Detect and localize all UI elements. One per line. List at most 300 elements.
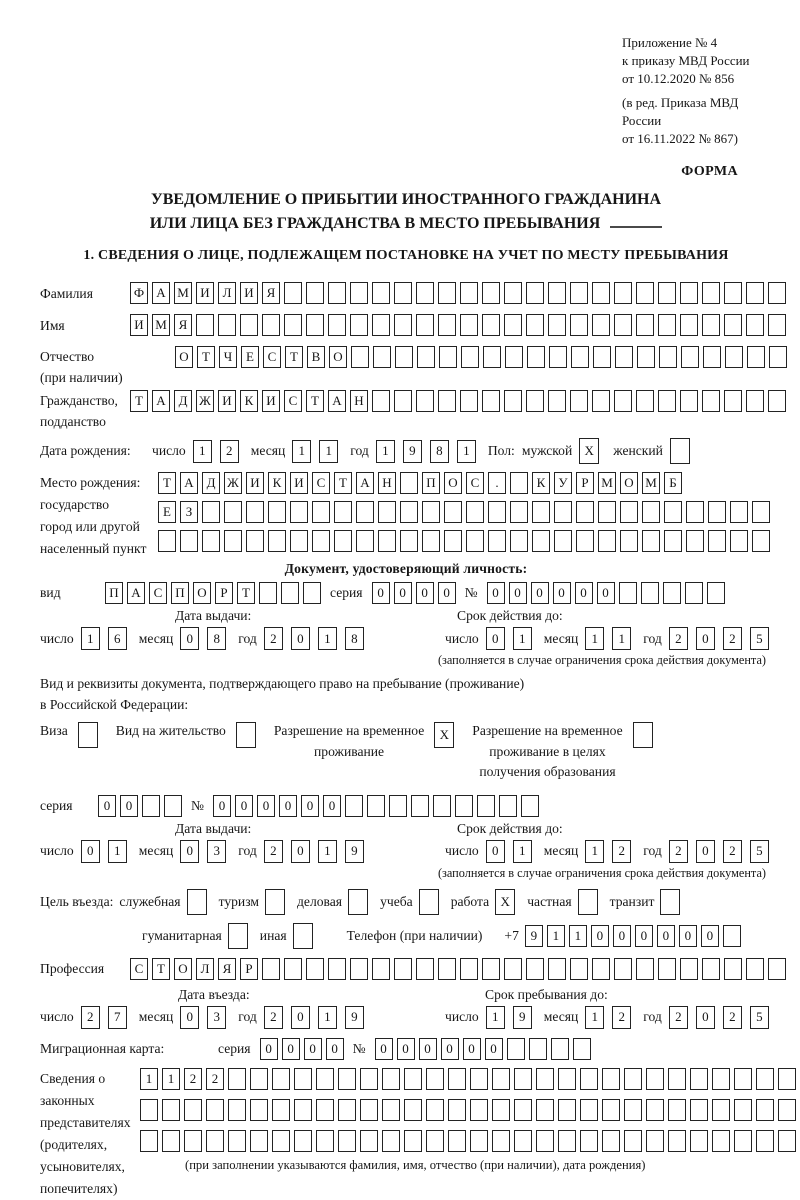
patronymic-cell[interactable]: [747, 346, 765, 368]
citizenship-cell[interactable]: С: [284, 390, 302, 412]
permit-number-cell[interactable]: [477, 795, 495, 817]
firstname-cell[interactable]: [614, 314, 632, 336]
patronymic-cell[interactable]: [703, 346, 721, 368]
migration-number-cell[interactable]: 0: [463, 1038, 481, 1060]
profession-cell[interactable]: [262, 958, 280, 980]
patronymic-cell[interactable]: Т: [285, 346, 303, 368]
birth-place-cell[interactable]: Д: [202, 472, 220, 494]
representatives-cell[interactable]: [690, 1130, 708, 1152]
birth-place-cell[interactable]: [708, 530, 726, 552]
entry-year-cell[interactable]: 1: [318, 1006, 337, 1029]
citizenship-cell[interactable]: Ж: [196, 390, 214, 412]
doc-kind-cell[interactable]: П: [105, 582, 123, 604]
permit-number-cell[interactable]: [499, 795, 517, 817]
migration-number-cell[interactable]: [573, 1038, 591, 1060]
patronymic-cell[interactable]: [527, 346, 545, 368]
profession-cell[interactable]: [768, 958, 786, 980]
phone-cell[interactable]: 0: [701, 925, 719, 947]
phone-cell[interactable]: 0: [635, 925, 653, 947]
doc-issue-year-cell[interactable]: 2: [264, 627, 283, 650]
birth-place-cell[interactable]: Б: [664, 472, 682, 494]
patronymic-cell[interactable]: [769, 346, 787, 368]
representatives-cell[interactable]: [712, 1068, 730, 1090]
citizenship-cell[interactable]: [460, 390, 478, 412]
firstname-cell[interactable]: [306, 314, 324, 336]
permit-issue-year-cell[interactable]: 1: [318, 840, 337, 863]
profession-cell[interactable]: [504, 958, 522, 980]
birth-place-cell[interactable]: .: [488, 472, 506, 494]
firstname-cell[interactable]: И: [130, 314, 148, 336]
birth-place-cell[interactable]: [642, 501, 660, 523]
firstname-cell[interactable]: [416, 314, 434, 336]
birth-place-cell[interactable]: И: [246, 472, 264, 494]
birth-place-cell[interactable]: [334, 501, 352, 523]
representatives-cell[interactable]: [448, 1099, 466, 1121]
representatives-cell[interactable]: [514, 1130, 532, 1152]
doc-kind-cell[interactable]: С: [149, 582, 167, 604]
permit-expiry-day-cell[interactable]: 0: [486, 840, 505, 863]
profession-cell[interactable]: О: [174, 958, 192, 980]
doc-expiry-day-cell[interactable]: 0: [486, 627, 505, 650]
representatives-cell[interactable]: [470, 1099, 488, 1121]
birth-place-cell[interactable]: О: [444, 472, 462, 494]
representatives-cell[interactable]: [734, 1099, 752, 1121]
representatives-cell[interactable]: [382, 1068, 400, 1090]
patronymic-cell[interactable]: [483, 346, 501, 368]
representatives-cell[interactable]: [272, 1130, 290, 1152]
representatives-cell[interactable]: [558, 1130, 576, 1152]
birth-year-cell[interactable]: 9: [403, 440, 422, 463]
doc-expiry-day-cell[interactable]: 1: [513, 627, 532, 650]
representatives-cell[interactable]: [316, 1130, 334, 1152]
birth-month-cell[interactable]: 1: [319, 440, 338, 463]
lastname-cell[interactable]: [482, 282, 500, 304]
representatives-cell[interactable]: [184, 1099, 202, 1121]
lastname-cell[interactable]: [372, 282, 390, 304]
representatives-cell[interactable]: [778, 1099, 796, 1121]
permit-issue-year-cell[interactable]: 2: [264, 840, 283, 863]
lastname-cell[interactable]: [614, 282, 632, 304]
permit-number-cell[interactable]: 0: [323, 795, 341, 817]
citizenship-cell[interactable]: А: [328, 390, 346, 412]
representatives-cell[interactable]: [536, 1099, 554, 1121]
profession-cell[interactable]: [658, 958, 676, 980]
representatives-cell[interactable]: [470, 1130, 488, 1152]
representatives-cell[interactable]: [778, 1130, 796, 1152]
lastname-cell[interactable]: А: [152, 282, 170, 304]
entry-month-cell[interactable]: 0: [180, 1006, 199, 1029]
permit-number-cell[interactable]: [345, 795, 363, 817]
lastname-cell[interactable]: [746, 282, 764, 304]
birth-place-cell[interactable]: М: [642, 472, 660, 494]
patronymic-cell[interactable]: [637, 346, 655, 368]
representatives-cell[interactable]: [558, 1099, 576, 1121]
representatives-cell[interactable]: [690, 1099, 708, 1121]
birth-place-cell[interactable]: [400, 501, 418, 523]
patronymic-cell[interactable]: [417, 346, 435, 368]
permit-number-cell[interactable]: [389, 795, 407, 817]
lastname-cell[interactable]: [768, 282, 786, 304]
birth-place-cell[interactable]: [444, 530, 462, 552]
representatives-cell[interactable]: 1: [140, 1068, 158, 1090]
permit-number-cell[interactable]: 0: [301, 795, 319, 817]
permit-number-cell[interactable]: 0: [213, 795, 231, 817]
doc-number-cell[interactable]: 0: [553, 582, 571, 604]
doc-kind-cell[interactable]: П: [171, 582, 189, 604]
birth-place-cell[interactable]: Ж: [224, 472, 242, 494]
birth-place-cell[interactable]: [290, 530, 308, 552]
birth-place-cell[interactable]: П: [422, 472, 440, 494]
birth-year-cell[interactable]: 1: [457, 440, 476, 463]
representatives-cell[interactable]: [228, 1068, 246, 1090]
doc-issue-day-cell[interactable]: 6: [108, 627, 127, 650]
representatives-cell[interactable]: [602, 1068, 620, 1090]
birth-place-cell[interactable]: [202, 530, 220, 552]
representatives-cell[interactable]: [624, 1068, 642, 1090]
birth-place-cell[interactable]: О: [620, 472, 638, 494]
firstname-cell[interactable]: [372, 314, 390, 336]
representatives-cell[interactable]: [206, 1099, 224, 1121]
permit-expiry-year-cell[interactable]: 5: [750, 840, 769, 863]
lastname-cell[interactable]: [570, 282, 588, 304]
patronymic-cell[interactable]: [461, 346, 479, 368]
birth-place-cell[interactable]: [224, 530, 242, 552]
lastname-cell[interactable]: [548, 282, 566, 304]
permit-series-cell[interactable]: [164, 795, 182, 817]
profession-cell[interactable]: [328, 958, 346, 980]
permit-series-cell[interactable]: [142, 795, 160, 817]
representatives-cell[interactable]: 2: [184, 1068, 202, 1090]
profession-cell[interactable]: [614, 958, 632, 980]
birth-place-cell[interactable]: [576, 501, 594, 523]
firstname-cell[interactable]: [680, 314, 698, 336]
permit-number-cell[interactable]: 0: [257, 795, 275, 817]
citizenship-cell[interactable]: [526, 390, 544, 412]
representatives-cell[interactable]: [646, 1068, 664, 1090]
representatives-cell[interactable]: [140, 1099, 158, 1121]
profession-cell[interactable]: [284, 958, 302, 980]
phone-cell[interactable]: 1: [547, 925, 565, 947]
lastname-cell[interactable]: Ф: [130, 282, 148, 304]
birth-place-cell[interactable]: [202, 501, 220, 523]
representatives-cell[interactable]: [624, 1099, 642, 1121]
birth-place-cell[interactable]: У: [554, 472, 572, 494]
doc-series-cell[interactable]: 0: [438, 582, 456, 604]
representatives-cell[interactable]: [316, 1099, 334, 1121]
firstname-cell[interactable]: [328, 314, 346, 336]
doc-number-cell[interactable]: 0: [597, 582, 615, 604]
profession-cell[interactable]: Т: [152, 958, 170, 980]
entry-year-cell[interactable]: 2: [264, 1006, 283, 1029]
permit-issue-month-cell[interactable]: 3: [207, 840, 226, 863]
firstname-cell[interactable]: [482, 314, 500, 336]
representatives-cell[interactable]: [294, 1068, 312, 1090]
birth-place-cell[interactable]: Т: [334, 472, 352, 494]
doc-number-cell[interactable]: [663, 582, 681, 604]
representatives-cell[interactable]: [756, 1099, 774, 1121]
representatives-cell[interactable]: 1: [162, 1068, 180, 1090]
birth-place-cell[interactable]: [642, 530, 660, 552]
birth-place-cell[interactable]: [466, 501, 484, 523]
representatives-cell[interactable]: [536, 1130, 554, 1152]
birth-place-cell[interactable]: С: [466, 472, 484, 494]
doc-number-cell[interactable]: 0: [509, 582, 527, 604]
representatives-cell[interactable]: [426, 1130, 444, 1152]
representatives-cell[interactable]: [690, 1068, 708, 1090]
representatives-cell[interactable]: [382, 1099, 400, 1121]
representatives-cell[interactable]: [514, 1099, 532, 1121]
permit-issue-day-cell[interactable]: 0: [81, 840, 100, 863]
representatives-cell[interactable]: [536, 1068, 554, 1090]
lastname-cell[interactable]: [636, 282, 654, 304]
birth-place-cell[interactable]: [312, 501, 330, 523]
citizenship-cell[interactable]: [658, 390, 676, 412]
birth-place-cell[interactable]: [400, 472, 418, 494]
birth-place-cell[interactable]: Е: [158, 501, 176, 523]
profession-cell[interactable]: [460, 958, 478, 980]
birth-month-cell[interactable]: 1: [292, 440, 311, 463]
firstname-cell[interactable]: [504, 314, 522, 336]
representatives-cell[interactable]: [426, 1068, 444, 1090]
birth-day-cell[interactable]: 2: [220, 440, 239, 463]
birth-place-cell[interactable]: [158, 530, 176, 552]
birth-place-cell[interactable]: [554, 501, 572, 523]
representatives-cell[interactable]: [162, 1130, 180, 1152]
representatives-cell[interactable]: [602, 1130, 620, 1152]
representatives-cell[interactable]: [734, 1068, 752, 1090]
birth-place-cell[interactable]: [378, 530, 396, 552]
birth-place-cell[interactable]: [400, 530, 418, 552]
representatives-cell[interactable]: [338, 1130, 356, 1152]
migration-series-cell[interactable]: 0: [260, 1038, 278, 1060]
patronymic-cell[interactable]: [571, 346, 589, 368]
firstname-cell[interactable]: [196, 314, 214, 336]
patronymic-cell[interactable]: [593, 346, 611, 368]
migration-number-cell[interactable]: 0: [419, 1038, 437, 1060]
patronymic-cell[interactable]: С: [263, 346, 281, 368]
doc-number-cell[interactable]: [707, 582, 725, 604]
citizenship-cell[interactable]: И: [218, 390, 236, 412]
stay-year-cell[interactable]: 0: [696, 1006, 715, 1029]
birth-place-cell[interactable]: [708, 501, 726, 523]
permit-number-cell[interactable]: [521, 795, 539, 817]
birth-place-cell[interactable]: [686, 530, 704, 552]
permit-number-cell[interactable]: 0: [235, 795, 253, 817]
migration-series-cell[interactable]: 0: [304, 1038, 322, 1060]
firstname-cell[interactable]: [218, 314, 236, 336]
lastname-cell[interactable]: [328, 282, 346, 304]
phone-cell[interactable]: 0: [679, 925, 697, 947]
patronymic-cell[interactable]: О: [175, 346, 193, 368]
citizenship-cell[interactable]: [416, 390, 434, 412]
representatives-cell[interactable]: [228, 1099, 246, 1121]
representatives-cell[interactable]: [602, 1099, 620, 1121]
birth-place-cell[interactable]: [290, 501, 308, 523]
doc-issue-year-cell[interactable]: 8: [345, 627, 364, 650]
patronymic-cell[interactable]: [725, 346, 743, 368]
permit-issue-year-cell[interactable]: 0: [291, 840, 310, 863]
birth-place-cell[interactable]: [598, 501, 616, 523]
citizenship-cell[interactable]: [372, 390, 390, 412]
representatives-cell[interactable]: [338, 1068, 356, 1090]
purpose-private-checkbox[interactable]: [578, 889, 598, 915]
profession-cell[interactable]: [680, 958, 698, 980]
representatives-cell[interactable]: [778, 1068, 796, 1090]
birth-place-cell[interactable]: К: [268, 472, 286, 494]
birth-place-cell[interactable]: Н: [378, 472, 396, 494]
citizenship-cell[interactable]: А: [152, 390, 170, 412]
profession-cell[interactable]: [482, 958, 500, 980]
citizenship-cell[interactable]: К: [240, 390, 258, 412]
migration-series-cell[interactable]: 0: [282, 1038, 300, 1060]
representatives-cell[interactable]: [470, 1068, 488, 1090]
permit-expiry-year-cell[interactable]: 2: [723, 840, 742, 863]
representatives-cell[interactable]: [162, 1099, 180, 1121]
representatives-cell[interactable]: [558, 1068, 576, 1090]
profession-cell[interactable]: [350, 958, 368, 980]
patronymic-cell[interactable]: [373, 346, 391, 368]
migration-number-cell[interactable]: 0: [485, 1038, 503, 1060]
representatives-cell[interactable]: [756, 1068, 774, 1090]
birth-place-cell[interactable]: [444, 501, 462, 523]
birth-place-cell[interactable]: [730, 501, 748, 523]
birth-year-cell[interactable]: 1: [376, 440, 395, 463]
profession-cell[interactable]: [702, 958, 720, 980]
migration-number-cell[interactable]: [507, 1038, 525, 1060]
doc-expiry-year-cell[interactable]: 0: [696, 627, 715, 650]
doc-expiry-year-cell[interactable]: 2: [723, 627, 742, 650]
representatives-cell[interactable]: [250, 1068, 268, 1090]
representatives-cell[interactable]: [492, 1130, 510, 1152]
birth-place-cell[interactable]: [532, 501, 550, 523]
profession-cell[interactable]: [636, 958, 654, 980]
representatives-cell[interactable]: 2: [206, 1068, 224, 1090]
lastname-cell[interactable]: [416, 282, 434, 304]
citizenship-cell[interactable]: [504, 390, 522, 412]
citizenship-cell[interactable]: [482, 390, 500, 412]
migration-number-cell[interactable]: [551, 1038, 569, 1060]
birth-place-cell[interactable]: [620, 501, 638, 523]
entry-month-cell[interactable]: 3: [207, 1006, 226, 1029]
citizenship-cell[interactable]: [746, 390, 764, 412]
representatives-cell[interactable]: [404, 1130, 422, 1152]
firstname-cell[interactable]: [394, 314, 412, 336]
representatives-cell[interactable]: [294, 1099, 312, 1121]
lastname-cell[interactable]: [702, 282, 720, 304]
doc-kind-cell[interactable]: [281, 582, 299, 604]
permit-expiry-day-cell[interactable]: 1: [513, 840, 532, 863]
patronymic-cell[interactable]: [615, 346, 633, 368]
birth-place-cell[interactable]: [268, 530, 286, 552]
phone-cell[interactable]: 9: [525, 925, 543, 947]
profession-cell[interactable]: Л: [196, 958, 214, 980]
doc-expiry-month-cell[interactable]: 1: [585, 627, 604, 650]
firstname-cell[interactable]: Я: [174, 314, 192, 336]
female-checkbox[interactable]: [670, 438, 690, 464]
patronymic-cell[interactable]: Ч: [219, 346, 237, 368]
purpose-other-checkbox[interactable]: [293, 923, 313, 949]
doc-series-cell[interactable]: 0: [394, 582, 412, 604]
citizenship-cell[interactable]: [768, 390, 786, 412]
birth-place-cell[interactable]: [510, 472, 528, 494]
birth-place-cell[interactable]: И: [290, 472, 308, 494]
profession-cell[interactable]: Р: [240, 958, 258, 980]
birth-place-cell[interactable]: [620, 530, 638, 552]
birth-day-cell[interactable]: 1: [193, 440, 212, 463]
patronymic-cell[interactable]: [395, 346, 413, 368]
migration-number-cell[interactable]: 0: [397, 1038, 415, 1060]
representatives-cell[interactable]: [580, 1068, 598, 1090]
representatives-cell[interactable]: [272, 1099, 290, 1121]
birth-place-cell[interactable]: [730, 530, 748, 552]
patronymic-cell[interactable]: [505, 346, 523, 368]
permit-expiry-year-cell[interactable]: 2: [669, 840, 688, 863]
entry-day-cell[interactable]: 2: [81, 1006, 100, 1029]
birth-place-cell[interactable]: [752, 501, 770, 523]
firstname-cell[interactable]: [460, 314, 478, 336]
doc-expiry-year-cell[interactable]: 5: [750, 627, 769, 650]
representatives-cell[interactable]: [404, 1099, 422, 1121]
patronymic-cell[interactable]: [681, 346, 699, 368]
birth-place-cell[interactable]: [576, 530, 594, 552]
patronymic-cell[interactable]: О: [329, 346, 347, 368]
firstname-cell[interactable]: [548, 314, 566, 336]
representatives-cell[interactable]: [404, 1068, 422, 1090]
firstname-cell[interactable]: [724, 314, 742, 336]
doc-series-cell[interactable]: 0: [416, 582, 434, 604]
purpose-study-checkbox[interactable]: [419, 889, 439, 915]
birth-place-cell[interactable]: [334, 530, 352, 552]
phone-cell[interactable]: 0: [591, 925, 609, 947]
birth-place-cell[interactable]: [466, 530, 484, 552]
permit-expiry-month-cell[interactable]: 1: [585, 840, 604, 863]
representatives-cell[interactable]: [448, 1068, 466, 1090]
representatives-cell[interactable]: [206, 1130, 224, 1152]
representatives-cell[interactable]: [360, 1130, 378, 1152]
firstname-cell[interactable]: [262, 314, 280, 336]
birth-place-cell[interactable]: [488, 501, 506, 523]
firstname-cell[interactable]: [438, 314, 456, 336]
profession-cell[interactable]: [746, 958, 764, 980]
representatives-cell[interactable]: [294, 1130, 312, 1152]
representatives-cell[interactable]: [492, 1099, 510, 1121]
representatives-cell[interactable]: [360, 1099, 378, 1121]
birth-place-cell[interactable]: С: [312, 472, 330, 494]
representatives-cell[interactable]: [514, 1068, 532, 1090]
representatives-cell[interactable]: [580, 1099, 598, 1121]
permit-series-cell[interactable]: 0: [98, 795, 116, 817]
birth-place-cell[interactable]: [246, 530, 264, 552]
birth-place-cell[interactable]: [246, 501, 264, 523]
representatives-cell[interactable]: [646, 1099, 664, 1121]
temporary-residence-checkbox[interactable]: X: [434, 722, 454, 748]
profession-cell[interactable]: С: [130, 958, 148, 980]
permit-issue-month-cell[interactable]: 0: [180, 840, 199, 863]
profession-cell[interactable]: [438, 958, 456, 980]
firstname-cell[interactable]: [658, 314, 676, 336]
birth-place-cell[interactable]: [488, 530, 506, 552]
citizenship-cell[interactable]: [570, 390, 588, 412]
lastname-cell[interactable]: [350, 282, 368, 304]
doc-series-cell[interactable]: 0: [372, 582, 390, 604]
residence-permit-checkbox[interactable]: [236, 722, 256, 748]
doc-kind-cell[interactable]: Р: [215, 582, 233, 604]
lastname-cell[interactable]: [460, 282, 478, 304]
firstname-cell[interactable]: [636, 314, 654, 336]
entry-day-cell[interactable]: 7: [108, 1006, 127, 1029]
patronymic-cell[interactable]: В: [307, 346, 325, 368]
doc-number-cell[interactable]: [619, 582, 637, 604]
